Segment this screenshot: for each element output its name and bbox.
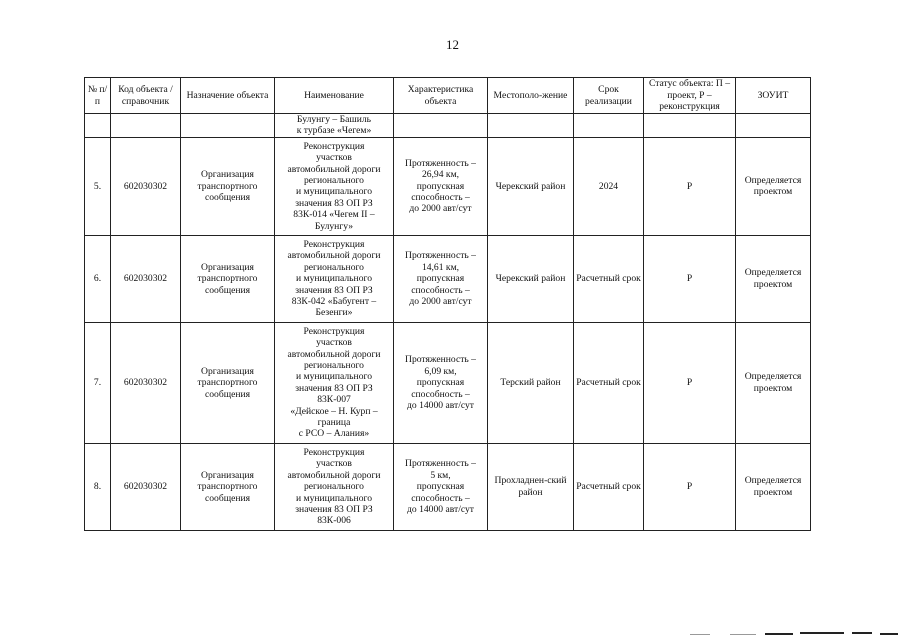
cell-zouit: Определяется проектом — [736, 137, 811, 235]
header-zouit: ЗОУИТ — [736, 78, 811, 114]
cell-purpose: Организация транспортного сообщения — [181, 137, 275, 235]
cell-empty — [181, 114, 275, 138]
cell-name: Булунгу – Башиль к турбазе «Чегем» — [275, 114, 394, 138]
cell-purpose: Организация транспортного сообщения — [181, 235, 275, 322]
cell-code: 602030302 — [111, 137, 181, 235]
cell-characteristic: Протяженность – 26,94 км, пропускная способность – до 2000 авт/сут — [394, 137, 488, 235]
scan-mark — [730, 634, 756, 635]
cell-num: 8. — [85, 443, 111, 530]
cell-code: 602030302 — [111, 322, 181, 443]
cell-status: Р — [644, 137, 736, 235]
scan-mark — [800, 632, 844, 634]
scan-mark — [690, 634, 710, 635]
cell-status: Р — [644, 322, 736, 443]
objects-table — [84, 77, 811, 531]
cell-purpose: Организация транспортного сообщения — [181, 322, 275, 443]
cell-name: Реконструкция участков автомобильной дороги регионального и муниципального значения 83 ОП РЗ 83К-007 «Дейское – Н. Курп – граница с РСО – Алания» — [275, 322, 394, 443]
header-characteristic: Характеристика объекта — [394, 78, 488, 114]
cell-num: 7. — [85, 322, 111, 443]
cell-empty — [111, 114, 181, 138]
cell-code: 602030302 — [111, 443, 181, 530]
cell-empty — [85, 114, 111, 138]
cell-characteristic: Протяженность – 6,09 км, пропускная способность – до 14000 авт/сут — [394, 322, 488, 443]
table-header-row — [85, 78, 811, 114]
cell-zouit: Определяется проектом — [736, 443, 811, 530]
cell-term: 2024 — [574, 137, 644, 235]
cell-empty — [394, 114, 488, 138]
table-row — [85, 322, 811, 443]
header-term: Срок реализации — [574, 78, 644, 114]
header-status: Статус объекта: П – проект, Р – реконструкция — [644, 78, 736, 114]
cell-location: Черекский район — [488, 137, 574, 235]
cell-characteristic: Протяженность – 5 км, пропускная способность – до 14000 авт/сут — [394, 443, 488, 530]
scan-mark — [765, 633, 793, 635]
header-location: Местополо-жение — [488, 78, 574, 114]
cell-num: 6. — [85, 235, 111, 322]
header-num: № п/п — [85, 78, 111, 114]
cell-name: Реконструкция автомобильной дороги регионального и муниципального значения 83 ОП РЗ 83К-042 «Бабугент – Безенги» — [275, 235, 394, 322]
table-row — [85, 137, 811, 235]
cell-term: Расчетный срок — [574, 443, 644, 530]
header-name: Наименование — [275, 78, 394, 114]
cell-name: Реконструкция участков автомобильной дороги регионального и муниципального значения 83 ОП РЗ 83К-006 — [275, 443, 394, 530]
scan-mark — [852, 632, 872, 634]
header-purpose: Назначение объекта — [181, 78, 275, 114]
cell-location: Черекский район — [488, 235, 574, 322]
cell-term: Расчетный срок — [574, 235, 644, 322]
table-row — [85, 235, 811, 322]
table-row — [85, 443, 811, 530]
cell-location: Прохладнен-ский район — [488, 443, 574, 530]
page-number: 12 — [446, 37, 459, 52]
cell-empty — [488, 114, 574, 138]
cell-term: Расчетный срок — [574, 322, 644, 443]
cell-empty — [574, 114, 644, 138]
cell-empty — [736, 114, 811, 138]
header-code: Код объекта / справочник — [111, 78, 181, 114]
cell-status: Р — [644, 443, 736, 530]
cell-zouit: Определяется проектом — [736, 235, 811, 322]
cell-purpose: Организация транспортного сообщения — [181, 443, 275, 530]
table-row-continuation — [85, 114, 811, 138]
cell-zouit: Определяется проектом — [736, 322, 811, 443]
cell-status: Р — [644, 235, 736, 322]
cell-location: Терский район — [488, 322, 574, 443]
cell-num: 5. — [85, 137, 111, 235]
cell-name: Реконструкция участков автомобильной дороги регионального и муниципального значения 83 ОП РЗ 83К-014 «Чегем II – Булунгу» — [275, 137, 394, 235]
cell-characteristic: Протяженность – 14,61 км, пропускная способность – до 2000 авт/сут — [394, 235, 488, 322]
scan-mark — [880, 633, 898, 635]
cell-empty — [644, 114, 736, 138]
cell-code: 602030302 — [111, 235, 181, 322]
